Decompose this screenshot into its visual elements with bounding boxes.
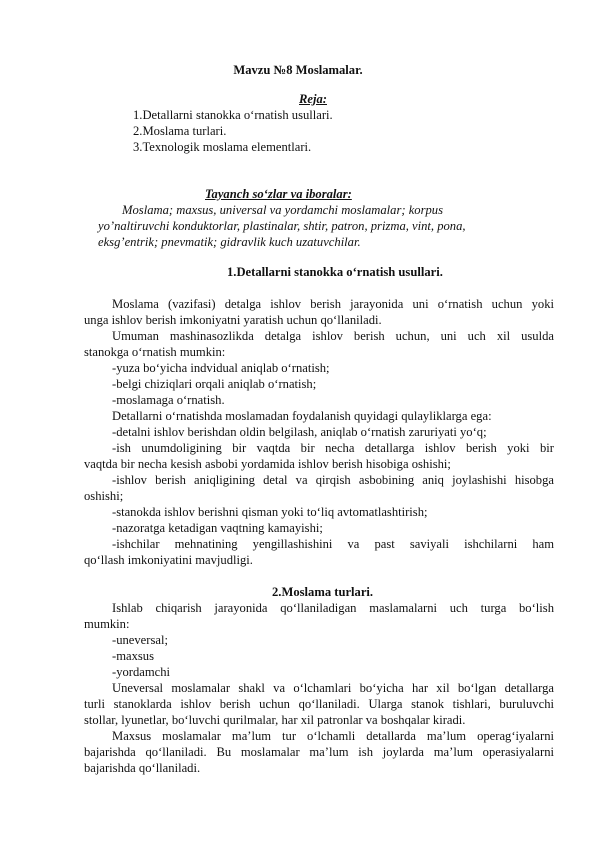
paragraph-line: turli stanoklarda ishlov berish uchun qo‘llaniladi. Ularga stanok tishlari, buruluvchi bbox=[84, 697, 554, 711]
paragraph-line: Detallarni o‘rnatishda moslamadan foydalanish quyidagi qulayliklarga ega: bbox=[112, 409, 492, 423]
list-item: -belgi chiziqlari orqali aniqlab o‘rnatish; bbox=[112, 377, 317, 391]
plan-heading: Reja: bbox=[299, 92, 327, 106]
paragraph-line: Maxsus moslamalar ma’lum tur o‘lchamli detallarda ma’lum operag‘iyalarni bbox=[112, 729, 554, 743]
plan-item: 3.Texnologik moslama elementlari. bbox=[133, 140, 312, 154]
list-item: -uneversal; bbox=[112, 633, 168, 647]
paragraph-line: Moslama (vazifasi) detalga ishlov berish jarayonida uni o‘rnatish uchun yoki bbox=[112, 297, 554, 311]
list-item: -yuza bo‘yicha indvidual aniqlab o‘rnatish; bbox=[112, 361, 330, 375]
document-title: Mavzu №8 Moslamalar. bbox=[233, 63, 363, 77]
keywords-line: yo’naltiruvchi konduktorlar, plastinalar, shtir, patron, prizma, vint, pona, bbox=[98, 219, 466, 233]
paragraph-line: Umuman mashinasozlikda detalga ishlov berish uchun, uni uch xil usulda bbox=[112, 329, 554, 343]
list-item: -moslamaga o‘rnatish. bbox=[112, 393, 225, 407]
keywords-line: eksg’entrik; pnevmatik; gidravlik kuch uzatuvchilar. bbox=[98, 235, 361, 249]
list-item: -ishlov berish aniqligining detal va qirqish asbobining aniq joylashishi hisobga bbox=[112, 473, 554, 487]
section2-heading: 2.Moslama turlari. bbox=[272, 585, 374, 599]
paragraph-line: bajarishda qo‘llaniladi. Bu moslamalar ma’lum ish joylarda ma’lum operasiyalarni bbox=[84, 745, 554, 759]
paragraph-line: bajarishda qo‘llaniladi. bbox=[84, 761, 201, 775]
section1-heading: 1.Detallarni stanokka o‘rnatish usullari. bbox=[227, 265, 443, 279]
list-item: -maxsus bbox=[112, 649, 154, 663]
paragraph-line: stollar, lyunetlar, bo‘luvchi qurilmalar, har xil patronlar va boshqalar kiradi. bbox=[84, 713, 466, 727]
plan-item: 2.Moslama turlari. bbox=[133, 124, 227, 138]
paragraph-line: Ishlab chiqarish jarayonida qo‘llaniladigan maslamalarni uch turga bo‘lish bbox=[112, 601, 554, 615]
paragraph-line: vaqtda bir necha kesish asbobi yordamida ishlov berish hisobiga oshishi; bbox=[84, 457, 451, 471]
keywords-line: Moslama; maxsus, universal va yordamchi moslamalar; korpus bbox=[122, 203, 443, 217]
keywords-heading: Tayanch so‘zlar va iboralar: bbox=[205, 187, 352, 201]
list-item: -nazoratga ketadigan vaqtning kamayishi; bbox=[112, 521, 323, 535]
list-item: -ish unumdoligining bir vaqtda bir necha detallarga ishlov berish yoki bir bbox=[112, 441, 554, 455]
paragraph-line: oshishi; bbox=[84, 489, 124, 503]
plan-item: 1.Detallarni stanokka o‘rnatish usullari. bbox=[133, 108, 333, 122]
paragraph-line: mumkin: bbox=[84, 617, 130, 631]
list-item: -ishchilar mehnatining yengillashishini va past saviyali ishchilarni ham bbox=[112, 537, 554, 551]
paragraph-line: qo‘llash imkoniyatini mavjudligi. bbox=[84, 553, 253, 567]
list-item: -stanokda ishlov berishni qisman yoki to‘liq avtomatlashtirish; bbox=[112, 505, 428, 519]
paragraph-line: stanokga o‘rnatish mumkin: bbox=[84, 345, 226, 359]
paragraph-line: Uneversal moslamalar shakl va o‘lchamlari bo‘yicha har xil bo‘lgan detallarga bbox=[112, 681, 554, 695]
list-item: -yordamchi bbox=[112, 665, 171, 679]
list-item: -detalni ishlov berishdan oldin belgilash, aniqlab o‘rnatish zaruriyati yo‘q; bbox=[112, 425, 487, 439]
paragraph-line: unga ishlov berish imkoniyatni yaratish uchun qo‘llaniladi. bbox=[84, 313, 382, 327]
